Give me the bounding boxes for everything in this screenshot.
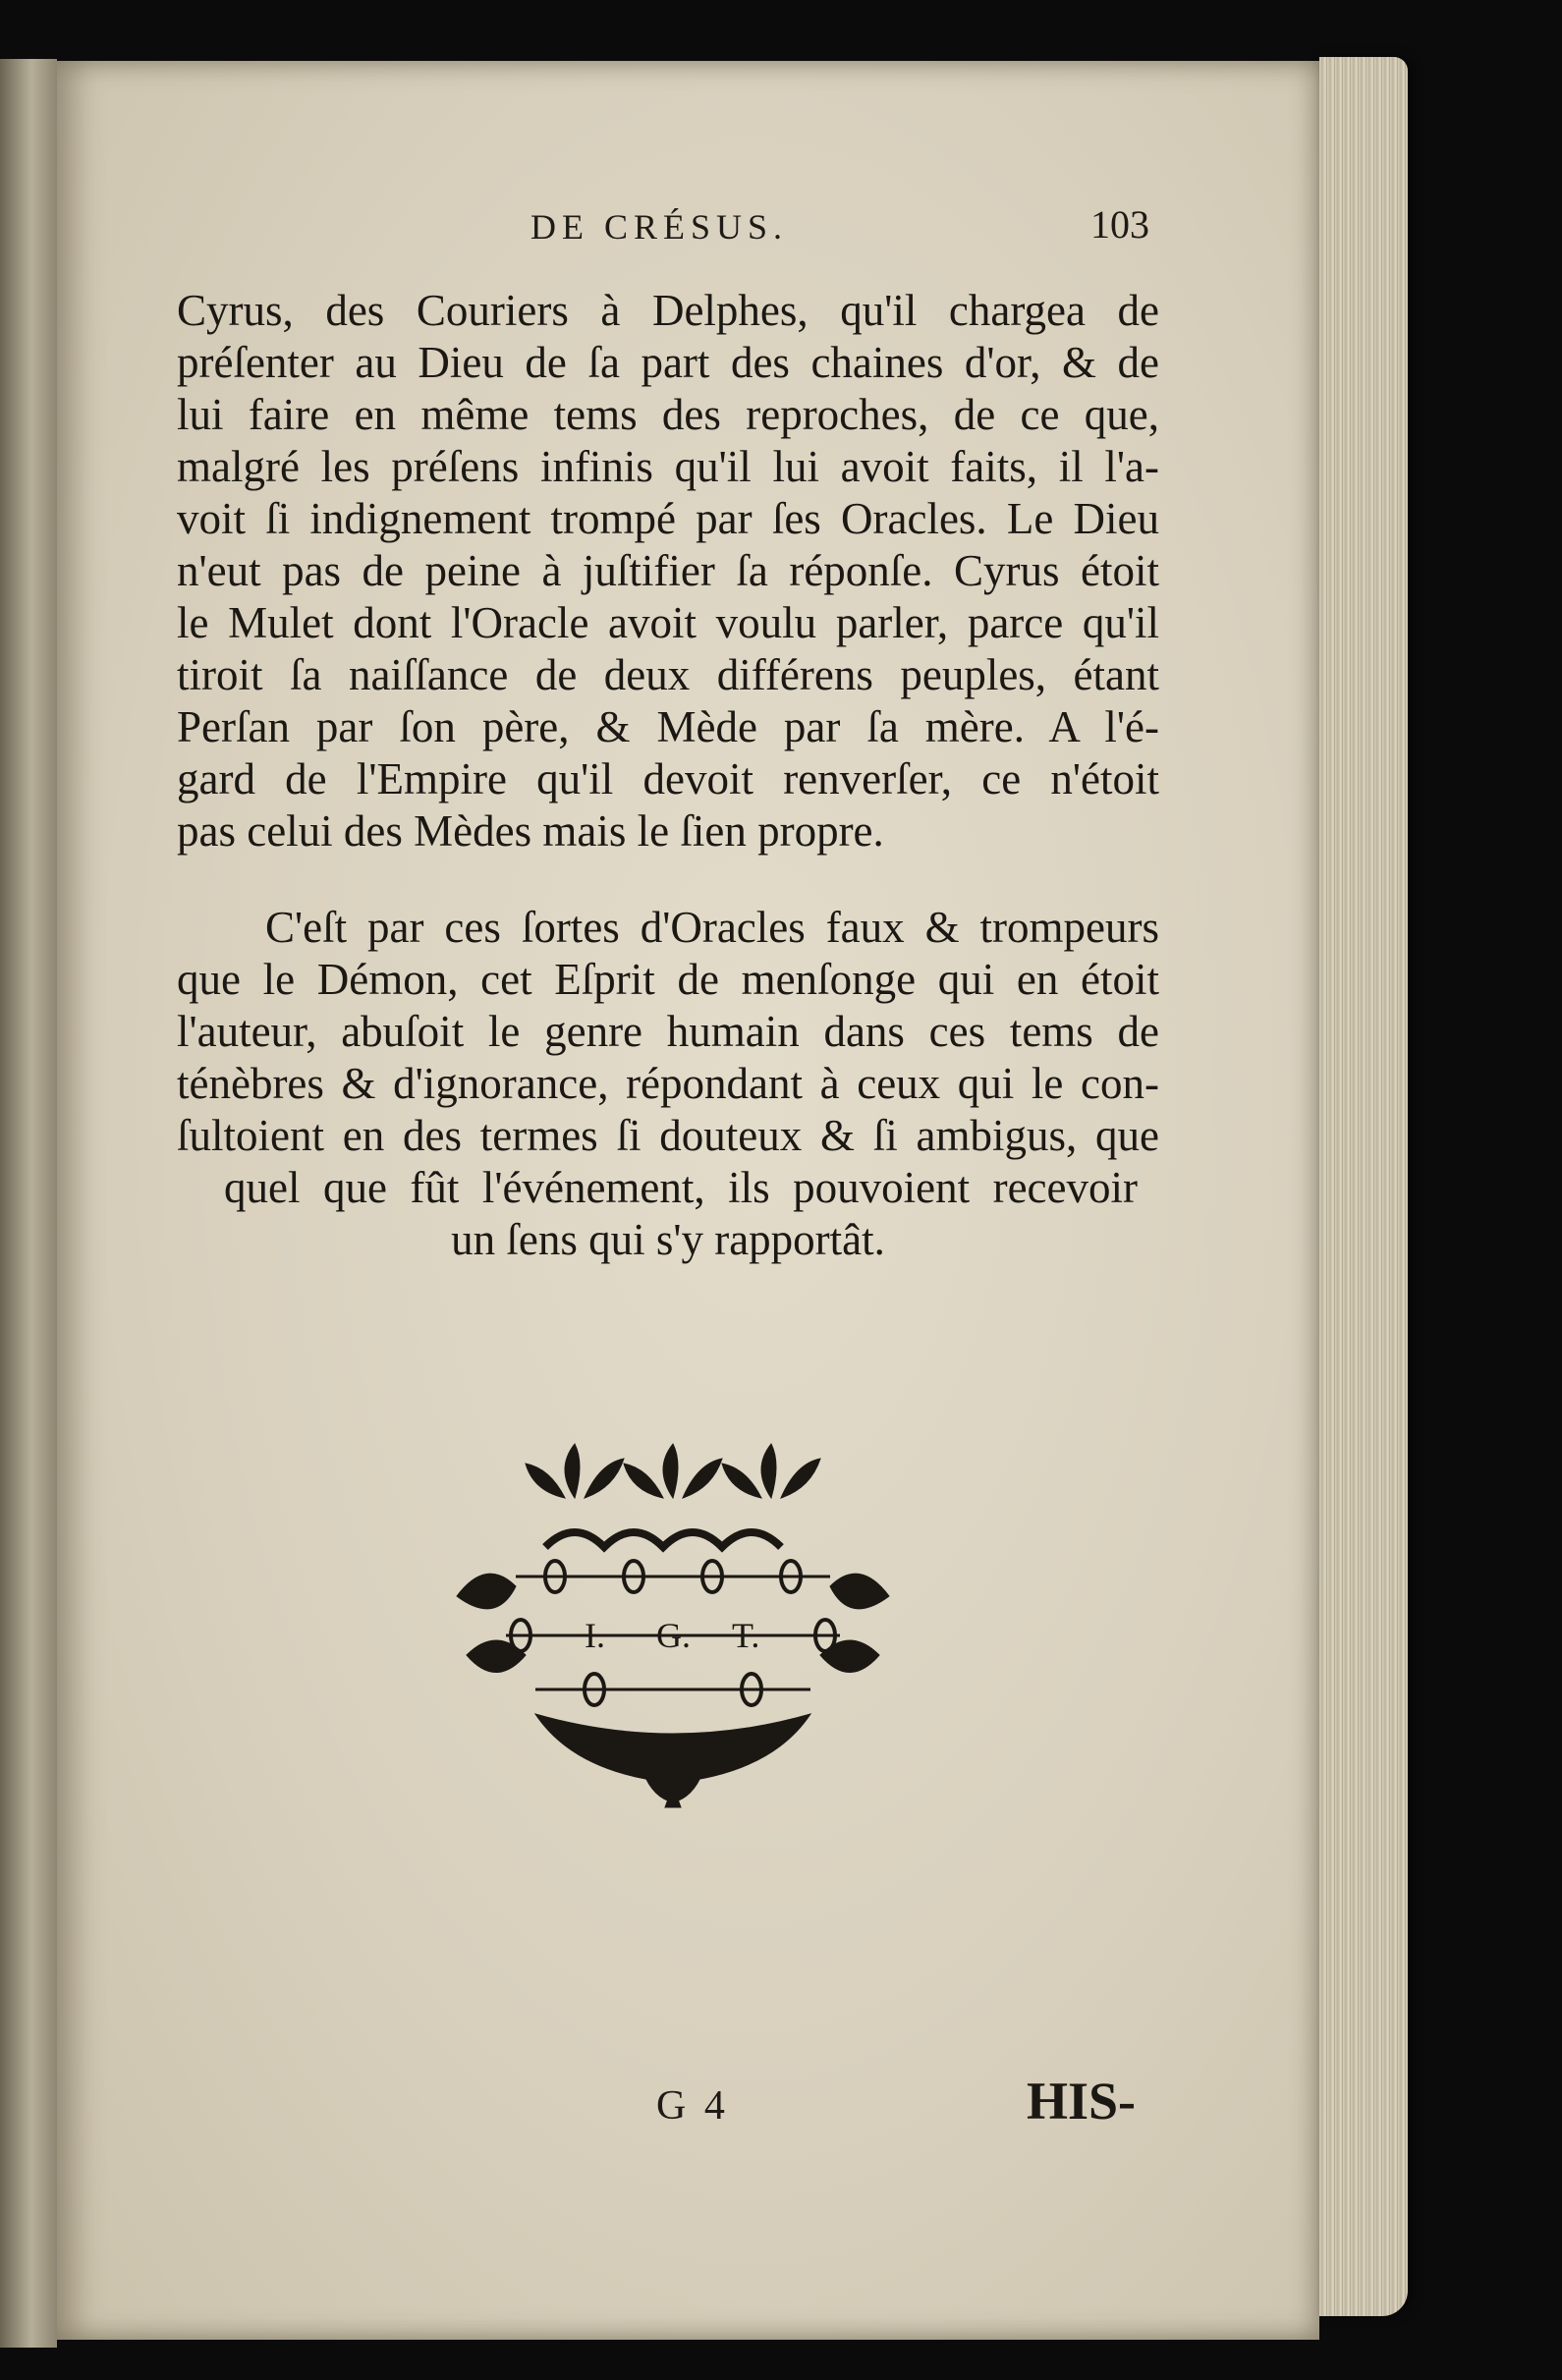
text-line: quel que fût l'événement, ils pouvoient recevoir — [224, 1163, 1138, 1212]
page-stack-edges — [1319, 57, 1408, 2316]
paragraph-2 — [177, 902, 1159, 1266]
text-line: voit ſi indignement trompé par ſes Oracles. Le Dieu — [177, 494, 1159, 543]
fleuron-sprig-icon — [526, 1444, 624, 1498]
signature-mark: G 4 — [656, 2083, 729, 2129]
fleuron-sprig-icon — [624, 1444, 722, 1498]
text-line: Perſan par ſon père, & Mède par ſa mère. A l'é- — [177, 702, 1159, 751]
text-line: pas celui des Mèdes mais le ſien propre. — [177, 806, 884, 856]
text-line: Cyrus, des Couriers à Delphes, qu'il chargea de — [177, 286, 1159, 335]
ornament-letter: I. — [585, 1616, 605, 1655]
text-line: C'eſt par ces ſortes d'Oracles faux & trompeurs — [265, 903, 1159, 952]
catchword: HIS- — [1027, 2072, 1137, 2131]
text-line: le Mulet dont l'Oracle avoit voulu parler, parce qu'il — [177, 598, 1159, 647]
fleuron-sprig-icon — [722, 1444, 820, 1498]
text-line: que le Démon, cet Eſprit de menſonge qui en étoit — [177, 955, 1159, 1004]
facing-page-edge — [0, 59, 57, 2348]
text-line: gard de l'Empire qu'il devoit renverſer, ce n'étoit — [177, 754, 1159, 803]
text-line: n'eut pas de peine à juſtifier ſa réponſe. Cyrus étoit — [177, 546, 1159, 595]
text-line: ténèbres & d'ignorance, répondant à ceux qui le con- — [177, 1059, 1159, 1108]
text-line: l'auteur, abuſoit le genre humain dans ces tems de — [177, 1007, 1159, 1056]
ornament-letter: T. — [732, 1616, 760, 1655]
text-line: tiroit ſa naiſſance de deux différens peuples, étant — [177, 650, 1159, 699]
text-line: préſenter au Dieu de ſa part des chaines d'or, & de — [177, 338, 1159, 387]
text-line: ſultoient en des termes ſi douteux & ſi ambigus, que — [177, 1111, 1159, 1160]
page-number: 103 — [1090, 202, 1149, 247]
text-line: un ſens qui s'y rapportât. — [451, 1215, 885, 1264]
ornament-letter: G. — [656, 1616, 691, 1655]
running-head: DE CRÉSUS. — [530, 207, 789, 247]
printer-ornament — [447, 1429, 899, 1822]
paragraph-1 — [177, 285, 1159, 858]
text-line: malgré les préſens infinis qu'il lui avoit faits, il l'a- — [177, 442, 1159, 491]
text-line: lui faire en même tems des reproches, de ce que, — [177, 390, 1159, 439]
